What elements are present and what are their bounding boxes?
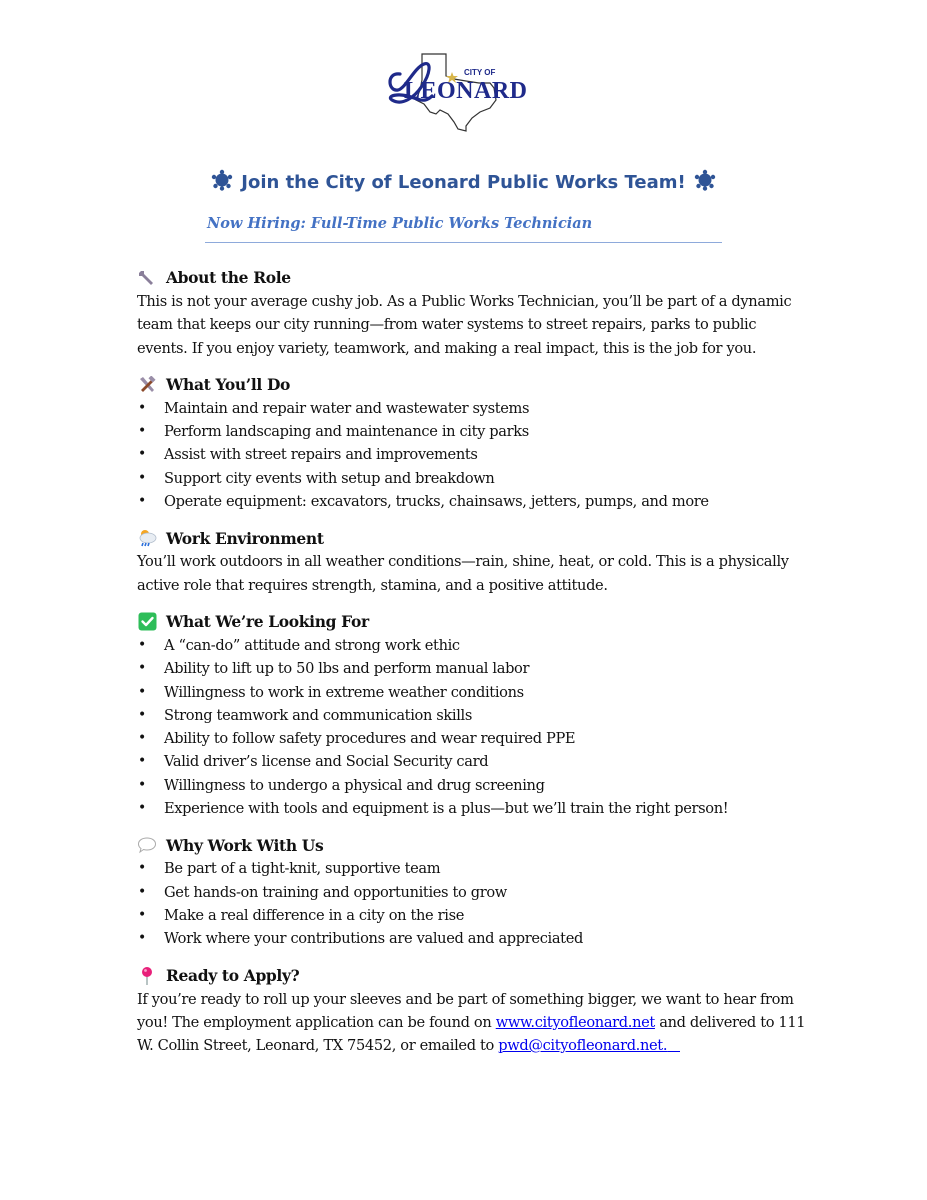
section-body <box>137 988 807 1058</box>
section-body: You’ll work outdoors in all weather conditions—rain, shine, heat, or cold. This is a physically active role that requires strength, stamina, and a positive attitude. <box>137 553 789 594</box>
list-item: • Ability to lift up to 50 lbs and perform manual labor <box>137 657 807 680</box>
hammer-and-wrench-icon <box>137 375 157 395</box>
list-item: • Perform landscaping and maintenance in city parks <box>137 420 807 443</box>
requirements-list <box>137 634 807 820</box>
job-posting-body <box>137 266 807 1070</box>
wrench-icon <box>137 268 157 288</box>
list-item: • Willingness to work in extreme weather conditions <box>137 681 807 704</box>
section-heading-text: About the Role <box>166 268 291 288</box>
apply-text-1: If you’re ready to roll up your sleeves and be part of something bigger, we want to hear from you! The employment application can be found on <box>137 990 794 1031</box>
section-heading <box>137 266 807 290</box>
list-item: • Operate equipment: excavators, trucks, chainsaws, jetters, pumps, and more <box>137 490 807 513</box>
section-heading-text: Work Environment <box>166 528 324 548</box>
list-item: • Maintain and repair water and wastewater systems <box>137 397 807 420</box>
page-title <box>0 169 927 196</box>
section-environment <box>137 526 807 597</box>
list-item: • Make a real difference in a city on the rise <box>137 904 807 927</box>
list-item: • Work where your contributions are valued and appreciated <box>137 927 807 950</box>
list-item: • Get hands-on training and opportunities to grow <box>137 881 807 904</box>
section-apply <box>137 964 807 1058</box>
check-mark-button-icon <box>137 612 157 632</box>
list-item: • Support city events with setup and breakdown <box>137 467 807 490</box>
list-item: • Assist with street repairs and improvements <box>137 443 807 466</box>
email-link-trailing-underline[interactable] <box>667 1037 680 1054</box>
job-subtitle: Now Hiring: Full-Time Public Works Technician <box>207 215 593 232</box>
email-link[interactable]: pwd@cityofleonard.net. <box>498 1037 668 1055</box>
city-of-leonard-logo <box>384 52 546 132</box>
list-item: • A “can-do” attitude and strong work ethic <box>137 634 807 657</box>
list-item: • Ability to follow safety procedures and wear required PPE <box>137 727 807 750</box>
speech-bubble-icon <box>137 835 157 855</box>
section-why <box>137 833 807 950</box>
section-heading-text: What You’ll Do <box>166 375 291 395</box>
section-heading <box>137 610 807 634</box>
section-duties <box>137 373 807 513</box>
section-requirements <box>137 610 807 820</box>
section-heading <box>137 833 807 857</box>
website-link[interactable]: www.cityofleonard.net <box>495 1013 655 1031</box>
section-about <box>137 266 807 360</box>
section-heading-text: What We’re Looking For <box>166 612 369 632</box>
section-heading-text: Ready to Apply? <box>166 965 300 985</box>
puzzle-star-icon <box>694 169 716 196</box>
list-item: • Be part of a tight-knit, supportive team <box>137 857 807 880</box>
apply-text-2: and delivered to 111 W. Collin Street, Leonard, TX 75452, or emailed to <box>137 1013 806 1055</box>
logo-city-of-text: CITY OF <box>464 68 496 77</box>
list-item: • Willingness to undergo a physical and drug screening <box>137 774 807 797</box>
section-heading-text: Why Work With Us <box>166 835 324 855</box>
section-heading <box>137 964 807 988</box>
duties-list <box>137 397 807 513</box>
subtitle-divider <box>205 242 722 243</box>
page-title-text: Join the City of Leonard Public Works Team! <box>241 172 686 193</box>
why-list <box>137 857 807 950</box>
section-body: This is not your average cushy job. As a Public Works Technician, you’ll be part of a dynamic team that keeps our city running—from water systems to street repairs, parks to public events. If you enjoy variety, teamwork, and making a real impact, this is the job for you. <box>137 293 792 357</box>
puzzle-star-icon <box>211 169 233 196</box>
list-item: • Valid driver’s license and Social Security card <box>137 750 807 773</box>
section-heading <box>137 373 807 397</box>
sun-behind-rain-cloud-icon <box>137 528 157 548</box>
round-pushpin-icon <box>137 966 157 986</box>
section-heading <box>137 526 807 550</box>
list-item: • Experience with tools and equipment is a plus—but we’ll train the right person! <box>137 797 807 820</box>
logo-name-text: LEONARD <box>404 78 528 104</box>
list-item: • Strong teamwork and communication skills <box>137 704 807 727</box>
